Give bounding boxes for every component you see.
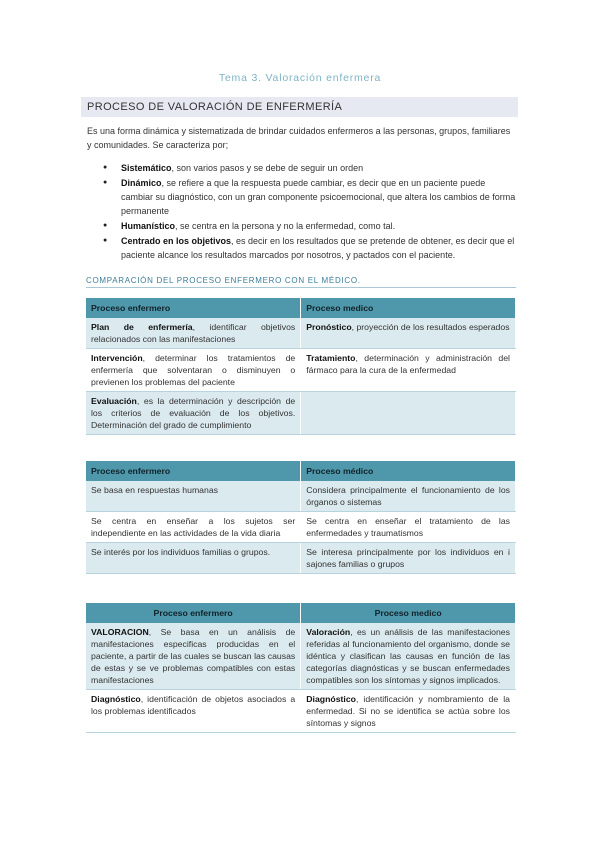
table-header-cell: Proceso enfermero — [86, 603, 301, 623]
table-row — [86, 318, 516, 349]
comparison-table-3 — [86, 603, 516, 733]
cell-term: VALORACION — [91, 627, 149, 637]
list-item — [103, 176, 517, 218]
table-cell — [86, 623, 301, 690]
cell-term: Diagnóstico — [91, 694, 141, 704]
cell-text: , identificación y nombramiento de la enfermedad. Si no se identifica se actúa sobre los síntomas y signos — [306, 694, 510, 728]
table-header-cell: Proceso medico — [301, 603, 516, 623]
table-header-cell: Proceso enfermero — [86, 461, 301, 481]
intro-paragraph: Es una forma dinámica y sistematizada de brindar cuidados enfermeros a las personas, grupos, familiares y comunidades. Se caracteriza por; — [87, 126, 511, 150]
table-row — [86, 512, 516, 543]
table-header-cell: Proceso medico — [301, 298, 516, 318]
characteristics-list — [103, 161, 517, 263]
list-item-text: , es decir en los resultados que se pretende de obtener, es decir que el paciente alcance los resultados marcados por nosotros, y pactados con el paciente. — [121, 236, 515, 260]
table-cell: Se interés por los individuos familias o grupos. — [86, 543, 301, 574]
cell-term: Intervención — [91, 353, 143, 363]
table-cell — [301, 623, 516, 690]
table-cell — [86, 690, 301, 733]
table-header-row — [86, 298, 516, 318]
table-cell — [86, 349, 301, 392]
table-cell — [301, 349, 516, 392]
list-item-text: , se refiere a que la respuesta puede cambiar, es decir que en un paciente puede cambiar su diagnóstico, con un gran componente psicoemocional, que altera los cambios de forma permanente — [121, 178, 516, 216]
list-item-term: Sistemático — [121, 163, 172, 173]
cell-text: , Se basa en un análisis de manifestaciones especificas producidas en el paciente, a partir de las cuales se buscan las causas de estas y se ve problemas compatibles con estas manifestaciones — [91, 627, 296, 685]
list-item — [103, 161, 517, 175]
cell-text: , identificación de objetos asociados a los problemas identificados — [91, 694, 296, 716]
table-cell — [301, 690, 516, 733]
table-cell: Se basa en respuestas humanas — [86, 481, 301, 512]
table-cell: Considera principalmente el funcionamiento de los órganos o sistemas — [301, 481, 516, 512]
cell-text: , determinación y administración del fármaco para la cura de la enfermedad — [306, 353, 510, 375]
comparison-subheader: COMPARACIÓN DEL PROCESO ENFERMERO CON EL MÉDICO. — [86, 276, 516, 288]
cell-term: Diagnóstico — [306, 694, 356, 704]
cell-text: , es un análisis de las manifestaciones referidas al funcionamiento del organismo, donde se idéntica y clasifican las causas en función de las categorías diagnósticas y se buscan enfermedades compatibles son los síntomas y signos implicados. — [306, 627, 510, 685]
cell-text: , proyección de los resultados esperados — [351, 322, 510, 332]
table-row — [86, 481, 516, 512]
cell-text: , determinar los tratamientos de enfermería que solventaran o disminuyen o previenen los problemas del paciente — [91, 353, 296, 387]
table-cell — [301, 318, 516, 349]
table-cell — [301, 392, 516, 435]
list-item-term: Dinámico — [121, 178, 162, 188]
table-row — [86, 623, 516, 690]
cell-term: Valoración — [306, 627, 351, 637]
cell-term: Evaluación — [91, 396, 137, 406]
section-header: PROCESO DE VALORACIÓN DE ENFERMERÍA — [81, 97, 518, 117]
comparison-table-2 — [86, 461, 516, 574]
table-cell — [86, 318, 301, 349]
list-item-text: , son varios pasos y se debe de seguir un orden — [171, 163, 364, 173]
table-row — [86, 690, 516, 733]
table-row — [86, 349, 516, 392]
table-row — [86, 392, 516, 435]
list-item-text: , se centra en la persona y no la enfermedad, como tal. — [175, 221, 396, 231]
cell-text: , es la determinación y descripción de los criterios de evaluación de los objetivos. Determinación del grado de cumplimiento — [91, 396, 296, 430]
cell-term: Pronóstico — [306, 322, 352, 332]
table-cell: Se centra en enseñar el tratamiento de las enfermedades y traumatismos — [301, 512, 516, 543]
cell-term: Plan de enfermería — [91, 322, 193, 332]
comparison-table-1 — [86, 298, 516, 435]
cell-text: , identificar objetivos relacionados con las manifestaciones — [91, 322, 296, 344]
list-item — [103, 234, 517, 262]
table-header-cell: Proceso enfermero — [86, 298, 301, 318]
list-item-term: Centrado en los objetivos — [121, 236, 232, 246]
table-cell: Se interesa principalmente por los individuos en i sajones familias o grupos — [301, 543, 516, 574]
table-cell: Se centra en enseñar a los sujetos ser independiente en las actividades de la vida diaria — [86, 512, 301, 543]
document-title: Tema 3. Valoración enfermera — [218, 72, 382, 84]
table-row — [86, 543, 516, 574]
table-header-row — [86, 603, 516, 623]
table-header-row — [86, 461, 516, 481]
cell-term: Tratamiento — [306, 353, 356, 363]
list-item-term: Humanístico — [121, 221, 176, 231]
table-cell — [86, 392, 301, 435]
table-header-cell: Proceso médico — [301, 461, 516, 481]
list-item — [103, 219, 517, 233]
